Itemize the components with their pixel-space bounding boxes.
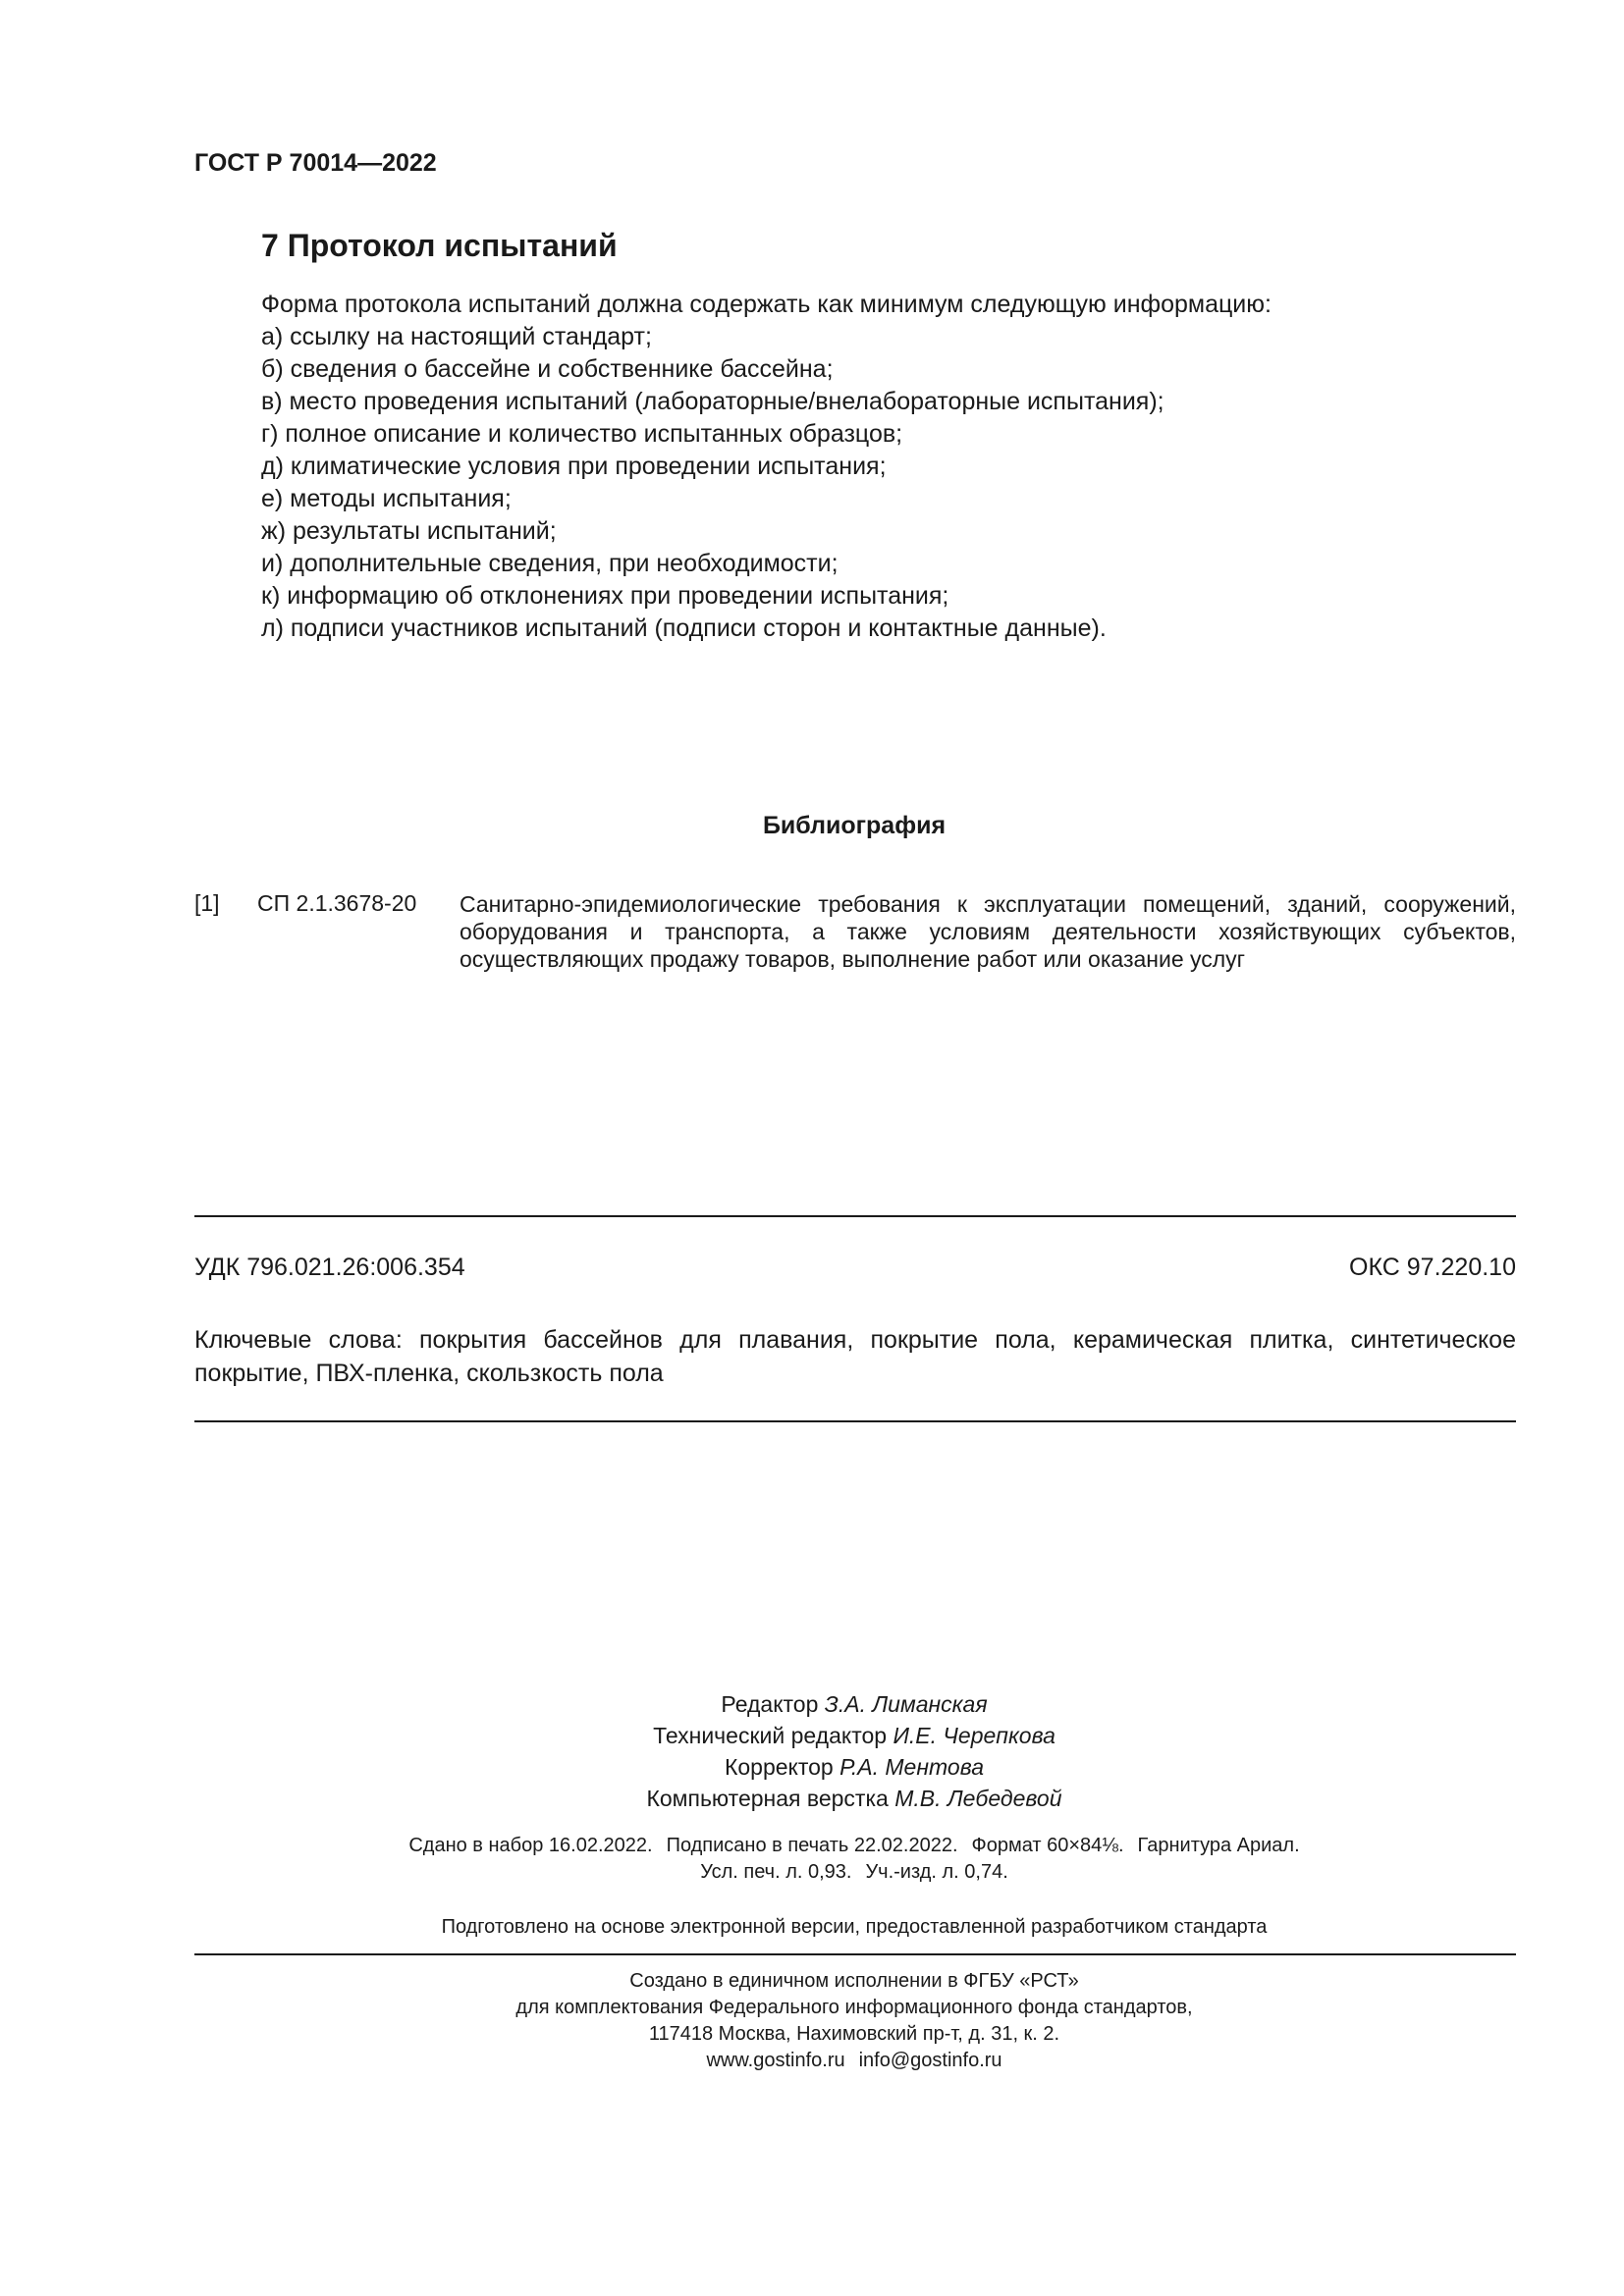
credits-block	[0, 1688, 1624, 1814]
credit-editor	[0, 1688, 1624, 1720]
email-link[interactable]: info@gostinfo.ru	[858, 2050, 1002, 2071]
credit-layout	[0, 1783, 1624, 1814]
credit-name: З.А. Лиманская	[824, 1691, 988, 1717]
credit-role: Корректор	[724, 1754, 834, 1780]
bibliography-entry-number: [1]	[194, 890, 220, 916]
footer-line: 117418 Москва, Нахимовский пр-т, д. 31, к. 2.	[648, 2023, 1060, 2045]
requirements-list	[261, 321, 1164, 645]
divider	[194, 1953, 1516, 1955]
signed-date: Подписано в печать 22.02.2022.	[666, 1835, 958, 1856]
list-item: л) подписи участников испытаний (подписи сторон и контактные данные).	[261, 614, 1107, 642]
credit-proofreader	[0, 1751, 1624, 1783]
list-item: а) ссылку на настоящий стандарт;	[261, 323, 652, 350]
list-item: и) дополнительные сведения, при необходимости;	[261, 550, 839, 577]
typeset-date: Сдано в набор 16.02.2022.	[408, 1835, 653, 1856]
oks-code: ОКС 97.220.10	[1349, 1254, 1516, 1281]
bibliography-title: Библиография	[762, 812, 947, 839]
prepared-note: Подготовлено на основе электронной версии, предоставленной разработчиком стандарта	[441, 1916, 1268, 1938]
printing-line-2	[0, 1859, 1624, 1886]
credit-tech-editor	[0, 1720, 1624, 1751]
credit-role: Компьютерная верстка	[646, 1786, 889, 1811]
document-id-header: ГОСТ Р 70014—2022	[194, 149, 437, 177]
website-link[interactable]: www.gostinfo.ru	[706, 2050, 845, 2071]
bibliography-entry-code: СП 2.1.3678-20	[257, 890, 417, 916]
credit-name: М.В. Лебедевой	[894, 1786, 1062, 1811]
printing-info	[0, 1833, 1624, 1886]
footer-contacts	[0, 2048, 1624, 2074]
divider	[194, 1215, 1516, 1217]
list-item: д) климатические условия при проведении испытания;	[261, 453, 887, 480]
typeface: Гарнитура Ариал.	[1137, 1835, 1300, 1856]
footer-line: Создано в единичном исполнении в ФГБУ «РСТ»	[629, 1970, 1079, 1992]
publisher-footer	[0, 1968, 1624, 2074]
section-intro: Форма протокола испытаний должна содержать как минимум следующую информацию:	[261, 291, 1272, 318]
printing-line-1	[0, 1833, 1624, 1859]
divider	[194, 1420, 1516, 1422]
list-item: б) сведения о бассейне и собственнике бассейна;	[261, 355, 834, 383]
footer-line: для комплектования Федерального информационного фонда стандартов,	[515, 1997, 1193, 2018]
list-item: в) место проведения испытаний (лабораторные/внелабораторные испытания);	[261, 388, 1164, 415]
list-item: к) информацию об отклонениях при проведении испытания;	[261, 582, 949, 610]
print-sheets: Усл. печ. л. 0,93.	[700, 1861, 852, 1883]
list-item: г) полное описание и количество испытанных образцов;	[261, 420, 903, 448]
list-item: ж) результаты испытаний;	[261, 517, 557, 545]
list-item: е) методы испытания;	[261, 485, 512, 512]
credit-name: Р.А. Ментова	[839, 1754, 984, 1780]
credit-role: Редактор	[721, 1691, 819, 1717]
credit-role: Технический редактор	[653, 1723, 888, 1748]
publisher-sheets: Уч.-изд. л. 0,74.	[865, 1861, 1008, 1883]
keywords: Ключевые слова: покрытия бассейнов для плавания, покрытие пола, керамическая плитка, синтетическое покрытие, ПВХ-пленка, скользкость пола	[194, 1326, 1516, 1387]
print-format: Формат 60×84⅛.	[971, 1835, 1124, 1856]
udc-code: УДК 796.021.26:006.354	[194, 1254, 465, 1281]
bibliography-entry-text: Санитарно-эпидемиологические требования к эксплуатации помещений, зданий, сооружений, оборудования и транспорта, а также условиям деятельности хозяйствующих субъектов, осуществляющих продажу товаров, выполнение работ или оказание услуг	[460, 891, 1516, 972]
credit-name: И.Е. Черепкова	[893, 1723, 1056, 1748]
section-title: 7 Протокол испытаний	[261, 228, 618, 263]
